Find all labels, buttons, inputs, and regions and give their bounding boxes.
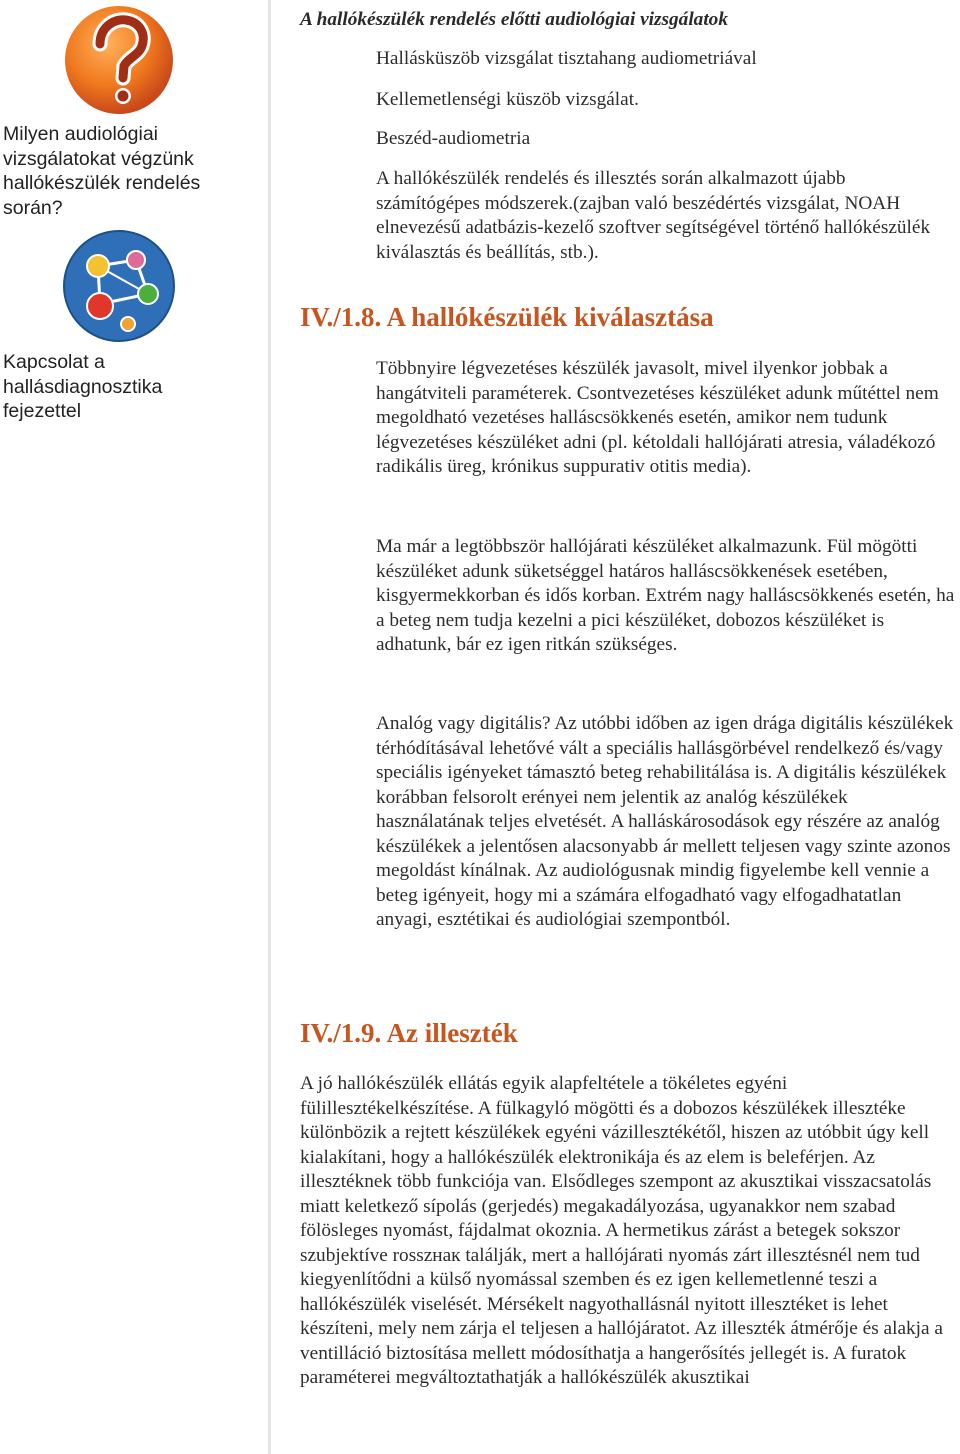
- block1-title: A hallókészülék rendelés előtti audiológiai vizsgálatok: [300, 9, 728, 30]
- block1-line2: Kellemetlenségi küszöb vizsgálat.: [376, 89, 639, 110]
- block1-line4: A hallókészülék rendelés és illesztés során alkalmazott újabb számítógépes módszerek.(zajban való beszédértés vizsgálat, NOAH elnevezésű adatbázis-kezelő szoftver segítségével történő hallókészülék kiválasztás és beállítás, stb.).: [376, 168, 931, 263]
- section19-paragraph-1: A jó hallókészülék ellátás egyik alapfeltétele a tökéletes egyéni fülillesztékelkészítése. A fülkagyló mögötti és a dobozos készülékek illesztéke különbözik a rejtett készülékek egyéni vázillesztékétől, hiszen az utóbbit úgy kell kialakítani, hogy a hallókészülék elektronikája és az elem is beleférjen. Az illesztéknek több funkciója van. Elsődleges szempont az akusztikai visszacsatolás miatt keletkező sípolás (gerjedés) megakadályozása, ugyanakkor nem szabad fölösleges nyomást, fájdalmat okoznia. A hermetikus zárást a betegek sokszor szubjektíve rosszнак találják, mert a hallójárati nyomás zárt illesztésnél nem tud kiegyenlítődni a külső nyomással szemben és ez igen kellemetlenné teszi a hallókészülék viselését. Mérsékelt nagyothallásnál nyitott illesztéket is lehet készíteni, mely nem zárja el teljesen a hallójáratot. Az illeszték átmérője és alakja a ventilláció biztosítása mellett módosíthatja a hangerősítés jellegét is. A furatok paraméterei megváltoztathatják a hallókészülék akusztikai: [300, 1073, 943, 1388]
- sidebar: [0, 0, 268, 1454]
- section-title-1-8: IV./1.8. A hallókészülék kiválasztása: [300, 302, 714, 332]
- question-label[interactable]: Milyen audiológiai vizsgálatokat végzünk hallókészülék rendelés során?: [3, 123, 201, 219]
- section18-paragraph-2: Ma már a legtöbbször hallójárati készüléket alkalmazunk. Fül mögötti készüléket adunk süketséggel határos halláscsökkenések esetében, kisgyermekkorban és idős korban. Extrém nagy halláscsökkenés esetén, ha a beteg nem tudja kezelni a pici készüléket, dobozos készüléket is adhatunk, bár ez igen ritkán szükséges.: [376, 536, 955, 655]
- block1-line1: Hallásküszöb vizsgálat tisztahang audiometriával: [376, 48, 757, 69]
- network-link-icon[interactable]: [60, 228, 178, 344]
- column-divider: [268, 0, 271, 1454]
- section18-paragraph-1: Többnyire légvezetéses készülék javasolt, mivel ilyenkor jobbak a hangátviteli paraméterek. Csontvezetéses készüléket adunk műtéttel nem megoldható vezetéses halláscsökkenés esetén, amikor nem tudunk légvezetéses készüléket adni (pl. kétoldali hallójárati atresia, váladékozó radikális üreg, krónikus suppurativ otitis media).: [376, 358, 939, 477]
- question-mark-icon[interactable]: [60, 2, 178, 118]
- section18-paragraph-3: Analóg vagy digitális? Az utóbbi időben az igen drága digitális készülékek térhódításával lehetővé vált a speciális hallásgörbével rendelkező és/vagy speciális igényeket támasztó beteg rehabilitálása is. A digitális készülékek korábban felsorolt erényei nem jelentik az analóg készülékek használatának teljes elvetését. A halláskárosodások egy részére az analóg készülékek a jelentősen alacsonyabb ár mellett teljesen vagy szinte azonos megoldást kínálnak. Az audiológusnak mindig figyelembe kell vennie a beteg igényeit, hogy mi a számára elfogadható vagy elfogadhatatlan anyagi, esztétikai és audiológiai szempontból.: [376, 713, 954, 930]
- link-label[interactable]: Kapcsolat a hallásdiagnosztika fejezettel: [3, 351, 163, 422]
- block1-line3: Beszéd-audiometria: [376, 128, 531, 149]
- section-title-1-9: IV./1.9. Az illeszték: [300, 1018, 518, 1048]
